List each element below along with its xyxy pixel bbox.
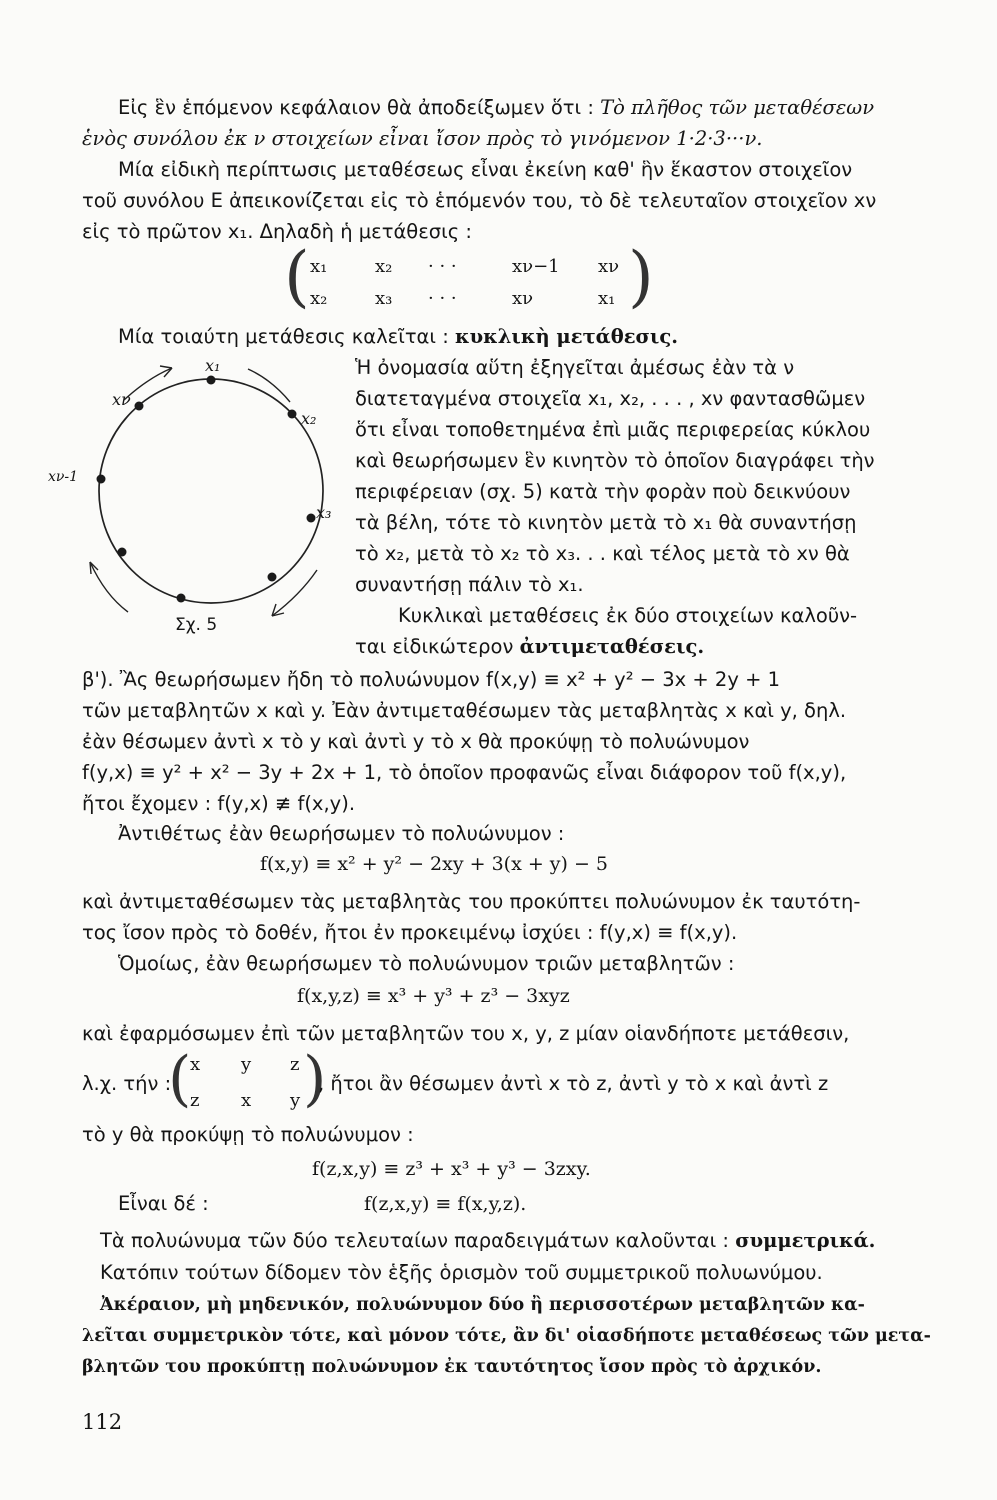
text-line: Κατόπιν τούτων δίδομεν τὸν ἑξῆς ὁρισμὸν τοῦ συμμετρικοῦ πολυωνύμου. <box>100 1261 823 1284</box>
text-line: τὸ x₂, μετὰ τὸ x₂ τὸ x₃. . . καὶ τέλος μετὰ τὸ xν θὰ <box>355 542 850 565</box>
definition-line: λεῖται συμμετρικὸν τότε, καὶ μόνον τότε, ἂν δι' οἱασδήποτε μεταθέσεως τῶν μετα- <box>82 1326 931 1346</box>
text-line: ἑνὸς συνόλου ἐκ ν στοιχείων εἶναι ἴσον πρὸς τὸ γινόμενον 1·2·3···ν. <box>82 127 763 150</box>
point-label-xv1: xν-1 <box>48 469 79 485</box>
left-paren: ( <box>284 238 310 315</box>
point-label-x1: x₁ <box>205 356 221 375</box>
text-line: ται εἰδικώτερον ἀντιμεταθέσεις. <box>355 635 705 658</box>
definition-line: Ἀκέραιον, μὴ μηδενικόν, πολυώνυμον δύο ἢ περισσοτέρων μεταβλητῶν κα- <box>100 1295 865 1315</box>
text-line: ἤτοι ἔχομεν : f(y,x) ≢ f(x,y). <box>82 792 356 815</box>
text-line: καὶ θεωρήσωμεν ἓν κινητὸν τὸ ὁποῖον διαγράφει τὴν <box>355 449 875 472</box>
definition-line: βλητῶν του προκύπτῃ πολυώνυμον ἐκ ταυτότητος ἴσον πρὸς τὸ ἀρχικόν. <box>82 1357 822 1377</box>
text-line: περιφέρειαν (σχ. 5) κατὰ τὴν φορὰν ποὺ δεικνύουν <box>355 480 851 503</box>
point-label-x3: x₃ <box>316 503 332 522</box>
text-line: Τὰ πολυώνυμα τῶν δύο τελευταίων παραδειγμάτων καλοῦνται : συμμετρικά. <box>100 1229 876 1252</box>
text-line: ἐὰν θέσωμεν ἀντὶ x τὸ y καὶ ἀντὶ y τὸ x θὰ προκύψῃ τὸ πολυώνυμον <box>82 730 750 753</box>
matrix-cell: x₂ <box>375 256 393 277</box>
text-line: Εἰς ἓν ἑπόμενον κεφάλαιον θὰ ἀποδείξωμεν ὅτι : Τὸ πλῆθος τῶν μεταθέσεων <box>118 96 875 119</box>
text-line: συναντήσῃ πάλιν τὸ x₁. <box>355 573 584 596</box>
text-line: f(y,x) ≡ y² + x² − 3y + 2x + 1, τὸ ὁποῖον προφανῶς εἶναι διάφορον τοῦ f(x,y), <box>82 761 847 784</box>
text-line: τὰ βέλη, τότε τὸ κινητὸν μετὰ τὸ x₁ θὰ συναντήσῃ <box>355 511 857 534</box>
matrix-cell: y <box>241 1054 252 1075</box>
text-line: τοῦ συνόλου Ε ἀπεικονίζεται εἰς τὸ ἑπόμενόν του, τὸ δὲ τελευταῖον στοιχεῖον xν <box>82 189 877 212</box>
matrix-cell: xν <box>512 288 534 309</box>
text-line: Ὁμοίως, ἐὰν θεωρήσωμεν τὸ πολυώνυμον τριῶν μεταβλητῶν : <box>118 952 735 975</box>
right-paren: ) <box>303 1044 327 1114</box>
equation: f(x,y,z) ≡ x³ + y³ + z³ − 3xyz <box>297 985 570 1007</box>
text-line: Μία τοιαύτη μετάθεσις καλεῖται : κυκλικὴ μετάθεσις. <box>118 325 679 348</box>
text-line: λ.χ. τήν : <box>82 1072 172 1095</box>
matrix-cell: y <box>290 1090 301 1111</box>
matrix-cell: x <box>190 1054 201 1075</box>
text-line: ὅτι εἶναι τοποθετημένα ἐπὶ μιᾶς περιφερείας κύκλου <box>355 418 871 441</box>
matrix-cell: x₂ <box>310 288 328 309</box>
text-line: διατεταγμένα στοιχεῖα x₁, x₂, . . . , xν φαντασθῶμεν <box>355 387 866 410</box>
equation: f(z,x,y) ≡ f(x,y,z). <box>364 1193 527 1215</box>
text-line: τῶν μεταβλητῶν x καὶ y. Ἐὰν ἀντιμεταθέσωμεν τὰς μεταβλητὰς x καὶ y, δηλ. <box>82 699 847 722</box>
text-line: καὶ ἐφαρμόσωμεν ἐπὶ τῶν μεταβλητῶν του x, y, z μίαν οἱανδήποτε μετάθεσιν, <box>82 1022 850 1045</box>
matrix-cell: z <box>290 1054 300 1075</box>
text-line: εἰς τὸ πρῶτον x₁. Δηλαδὴ ἡ μετάθεσις : <box>82 220 472 243</box>
text-line: Εἶναι δέ : <box>118 1192 209 1215</box>
matrix-cell: xν−1 <box>512 256 560 277</box>
matrix-cell: x <box>241 1090 252 1111</box>
figure-caption: Σχ. 5 <box>175 615 218 635</box>
text-line: Ἡ ὀνομασία αὕτη ἐξηγεῖται ἀμέσως ἐὰν τὰ ν <box>355 356 795 379</box>
text-line: Μία εἰδικὴ περίπτωσις μεταθέσεως εἶναι ἐκείνη καθ' ἣν ἕκαστον στοιχεῖον <box>118 158 853 181</box>
text-line: Ἀντιθέτως ἐὰν θεωρήσωμεν τὸ πολυώνυμον : <box>118 822 565 845</box>
text-line: τὸ y θὰ προκύψῃ τὸ πολυώνυμον : <box>82 1123 414 1146</box>
right-paren: ) <box>628 238 654 315</box>
matrix-cell: z <box>190 1090 200 1111</box>
matrix-cell: · · · <box>428 288 457 309</box>
matrix-cell: xν <box>598 256 620 277</box>
matrix-cell: x₁ <box>598 288 616 309</box>
point-label-x2: x₂ <box>301 409 317 428</box>
left-paren: ( <box>168 1044 192 1114</box>
text-line: τος ἴσον πρὸς τὸ δοθέν, ἤτοι ἐν προκειμένῳ ἰσχύει : f(y,x) ≡ f(x,y). <box>82 921 738 944</box>
equation: f(x,y) ≡ x² + y² − 2xy + 3(x + y) − 5 <box>260 853 609 875</box>
matrix-cell: · · · <box>428 256 457 277</box>
matrix-cell: x₃ <box>375 288 393 309</box>
text-line: β'). Ἂς θεωρήσωμεν ἤδη τὸ πολυώνυμον f(x,y) ≡ x² + y² − 3x + 2y + 1 <box>82 668 781 691</box>
text-line: , ἤτοι ἂν θέσωμεν ἀντὶ x τὸ z, ἀντὶ y τὸ x καὶ ἀντὶ z <box>318 1072 829 1095</box>
equation: f(z,x,y) ≡ z³ + x³ + y³ − 3zxy. <box>312 1158 591 1180</box>
page-number: 112 <box>82 1410 123 1434</box>
text-line: Κυκλικαὶ μεταθέσεις ἐκ δύο στοιχείων καλοῦν- <box>398 604 858 627</box>
point-label-xv: xν <box>112 390 131 409</box>
matrix-cell: x₁ <box>310 256 328 277</box>
text-line: καὶ ἀντιμεταθέσωμεν τὰς μεταβλητὰς του προκύπτει πολυώνυμον ἐκ ταυτότη- <box>82 890 861 913</box>
